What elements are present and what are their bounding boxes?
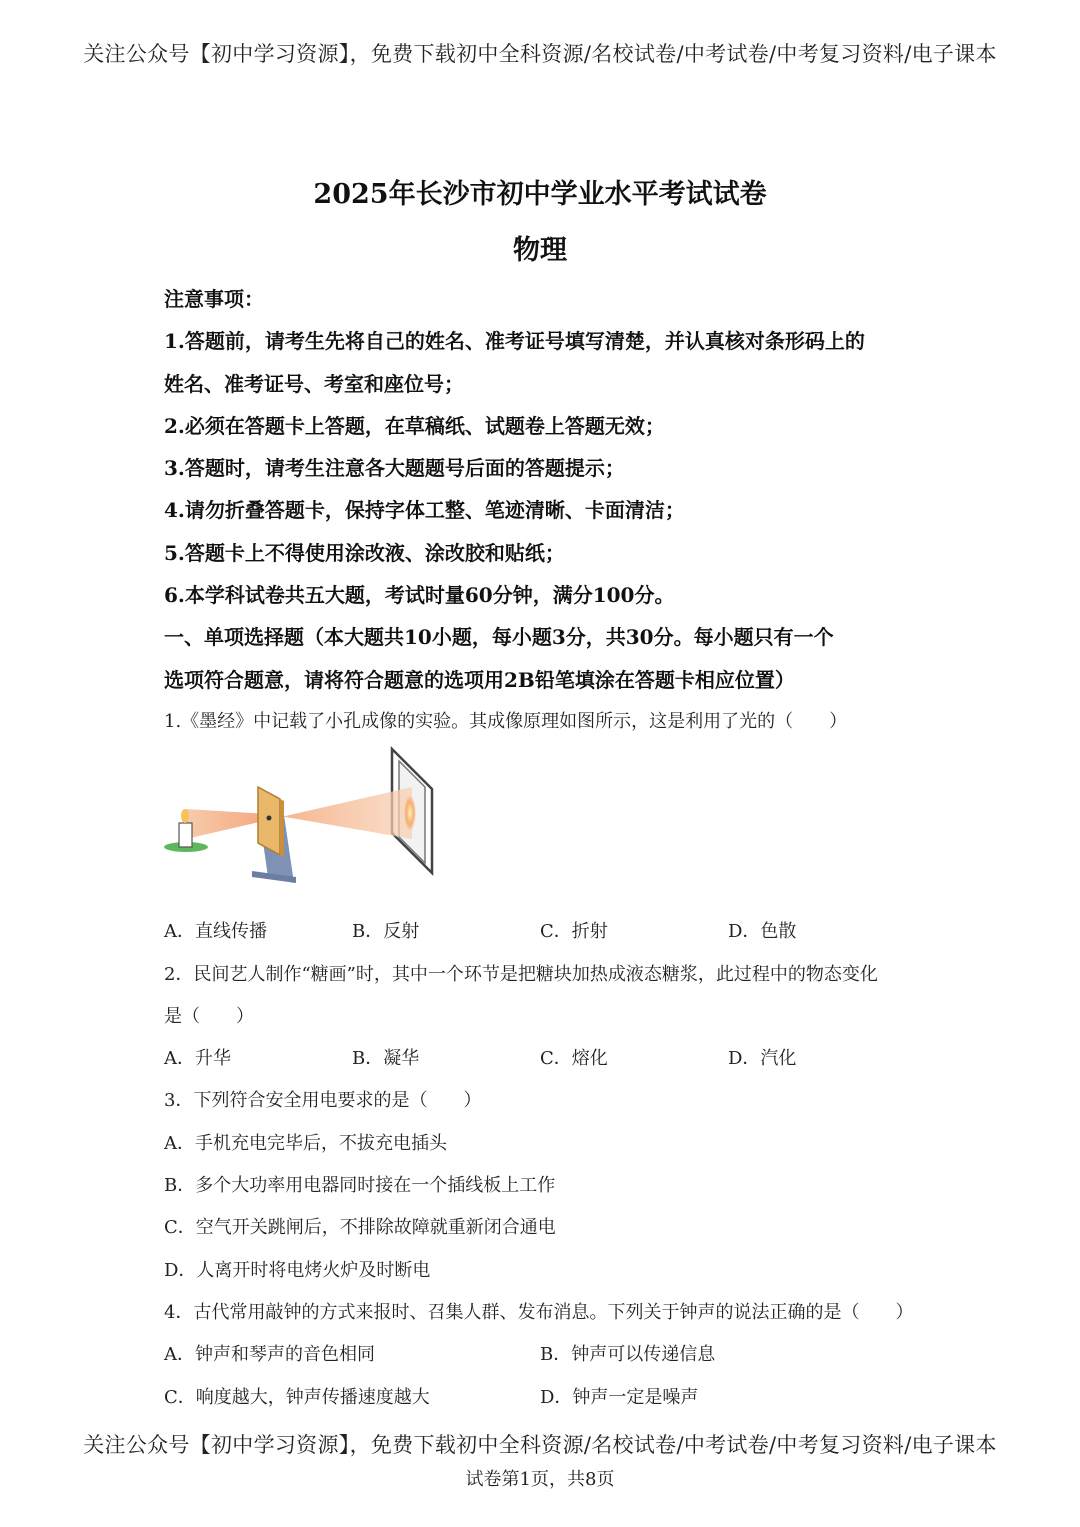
question-4-options-row-2 [164,1377,924,1419]
light-beam-right [268,787,412,839]
notes-line: 1.答题前，请考生先将自己的姓名、准考证号填写清楚，并认真核对条形码上的 [164,329,865,354]
notes-line: 5.答题卡上不得使用涂改液、涂改胶和贴纸； [164,540,565,565]
candle-flame [181,809,189,823]
page-number: 试卷第1页，共8页 [465,1469,615,1490]
exam-title: 2025年长沙市初中学业水平考试试卷 [313,179,767,210]
option-a: A．钟声和琴声的音色相同 [164,1344,375,1366]
option-a: A．升华 [164,1048,231,1070]
section-heading: 一、单项选择题（本大题共10小题，每小题3分，共30分。每小题只有一个 [164,625,834,650]
question-2-stem-continued: 是（ ） [164,1005,254,1027]
option-d: D．人离开时将电烤火炉及时断电 [164,1259,431,1281]
option-d: D．汽化 [728,1048,797,1070]
option-b: B．凝华 [352,1048,420,1070]
notes-line: 2.必须在答题卡上答题，在草稿纸、试题卷上答题无效； [164,413,665,438]
exam-content [164,278,924,1419]
option-c: C．折射 [540,921,608,943]
pinhole-camera-figure [164,743,924,911]
bottom-banner: 关注公众号【初中学习资源】，免费下载初中全科资源/名校试卷/中考试卷/中考复习资料/电子课本 [83,1433,997,1457]
option-c: C．空气开关跳闸后，不排除故障就重新闭合通电 [164,1217,556,1239]
question-3-stem: 3．下列符合安全用电要求的是（ ） [164,1090,482,1112]
light-beam-left [186,809,268,839]
exam-subject: 物理 [513,235,567,266]
inverted-image [404,795,416,831]
top-banner: 关注公众号【初中学习资源】，免费下载初中全科资源/名校试卷/中考试卷/中考复习资料/电子课本 [83,42,997,66]
question-1-stem: 1.《墨经》中记载了小孔成像的实验。其成像原理如图所示，这是利用了光的（ ） [164,710,848,732]
question-1-options [164,911,924,953]
option-b: B．钟声可以传递信息 [540,1344,716,1366]
option-d: D．色散 [728,921,797,943]
notes-line: 4.请勿折叠答题卡，保持字体工整、笔迹清晰、卡面清洁； [164,498,685,523]
option-b: B．反射 [352,921,420,943]
option-a: A．直线传播 [164,921,267,943]
option-c: C．响度越大，钟声传播速度越大 [164,1386,430,1408]
candle [179,823,192,847]
pinhole [267,816,272,821]
notes-line: 6.本学科试卷共五大题，考试时量60分钟，满分100分。 [164,583,675,608]
notes-heading: 注意事项： [164,287,264,311]
question-4-stem: 4．古代常用敲钟的方式来报时、召集人群、发布消息。下列关于钟声的说法正确的是（ ） [164,1301,914,1323]
pinhole-board [258,787,280,855]
option-c: C．熔化 [540,1048,608,1070]
question-2-stem: 2．民间艺人制作“糖画”时，其中一个环节是把糖块加热成液态糖浆，此过程中的物态变化 [164,963,878,985]
question-4-options-row-1 [164,1334,924,1376]
option-b: B．多个大功率用电器同时接在一个插线板上工作 [164,1175,556,1197]
question-2-options [164,1038,924,1080]
pinhole-board-edge [280,799,284,857]
section-heading: 选项符合题意，请将符合题意的选项用2B铅笔填涂在答题卡相应位置） [164,667,795,692]
option-d: D．钟声一定是噪声 [540,1386,699,1408]
notes-line: 3.答题时，请考生注意各大题题号后面的答题提示； [164,456,625,481]
option-a: A．手机充电完毕后，不拔充电插头 [164,1132,447,1154]
pinhole-camera-illustration [164,743,444,911]
notes-line: 姓名、准考证号、考室和座位号； [164,371,464,396]
